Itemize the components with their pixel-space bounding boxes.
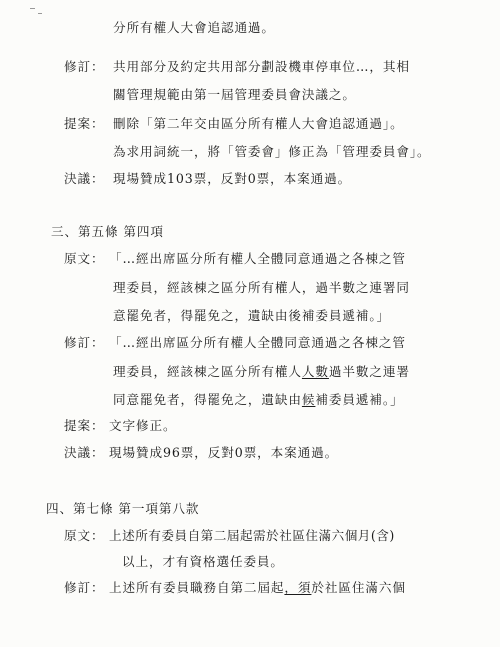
scan-speck <box>38 13 42 14</box>
resolution-text: 現場贊成96票，反對0票，本案通過。 <box>109 445 339 460</box>
text-run: 同意罷免者，得罷免之，遺缺由 <box>113 392 302 407</box>
resolution-label: 決議： <box>64 445 105 460</box>
text-run: 於社區住滿六個 <box>311 580 406 595</box>
resolution-text: 現場贊成103票，反對0票，本案通過。 <box>113 171 352 186</box>
revision-label: 修訂： <box>64 580 105 595</box>
proposal-text-line: 為求用詞統一，將「管委會」修正為「管理委員會」。 <box>113 144 431 159</box>
original-text-line: 「…經出席區分所有權人全體同意通過之各棟之管 <box>109 251 406 266</box>
original-label: 原文： <box>64 251 105 266</box>
scan-speck <box>30 8 35 9</box>
section-heading: 三、第五條 第四項 <box>51 224 164 239</box>
underlined-text: ，須 <box>284 580 312 595</box>
revision-text-line: 關管理規範由第一屆管理委員會決議之。 <box>113 87 356 102</box>
proposal-label: 提案： <box>64 116 105 131</box>
underlined-text: 候 <box>301 392 316 407</box>
text-line: 分所有權人大會追認通過。 <box>113 20 275 35</box>
revision-text-line: 共用部分及約定共用部分劃設機車停車位…，其相 <box>113 59 410 74</box>
proposal-text-line: 刪除「第二年交由區分所有權人大會追認通過」。 <box>113 116 404 131</box>
proposal-text: 文字修正。 <box>109 418 177 433</box>
revision-text-line <box>109 582 406 595</box>
original-label: 原文： <box>64 528 105 543</box>
revision-text-line <box>113 394 404 407</box>
text-run: 上述所有委員職務自第二屆起 <box>109 580 285 595</box>
revision-text-line: 「…經出席區分所有權人全體同意通過之各棟之管 <box>109 335 406 350</box>
original-text-line: 上述所有委員自第二屆起需於社區住滿六個月(含) <box>109 528 395 543</box>
text-run: 補委員遞補。」 <box>315 392 404 407</box>
text-run: 理委員，經該棟之區分所有權人 <box>113 364 302 379</box>
original-text-line: 理委員，經該棟之區分所有權人，過半數之連署同 <box>113 280 410 295</box>
resolution-label: 決議： <box>64 171 105 186</box>
text-run: 過半數之連署 <box>328 364 410 379</box>
revision-text-line <box>113 366 410 379</box>
revision-label: 修訂： <box>64 335 105 350</box>
proposal-label: 提案： <box>64 418 105 433</box>
original-text-line: 以上，才有資格選任委員。 <box>122 554 284 569</box>
revision-label: 修訂： <box>64 59 105 74</box>
original-text-line: 意罷免者，得罷免之，遺缺由後補委員遞補。」 <box>113 308 391 323</box>
section-heading: 四、第七條 第一項第八款 <box>46 501 200 516</box>
underlined-text: 人數 <box>301 364 329 379</box>
